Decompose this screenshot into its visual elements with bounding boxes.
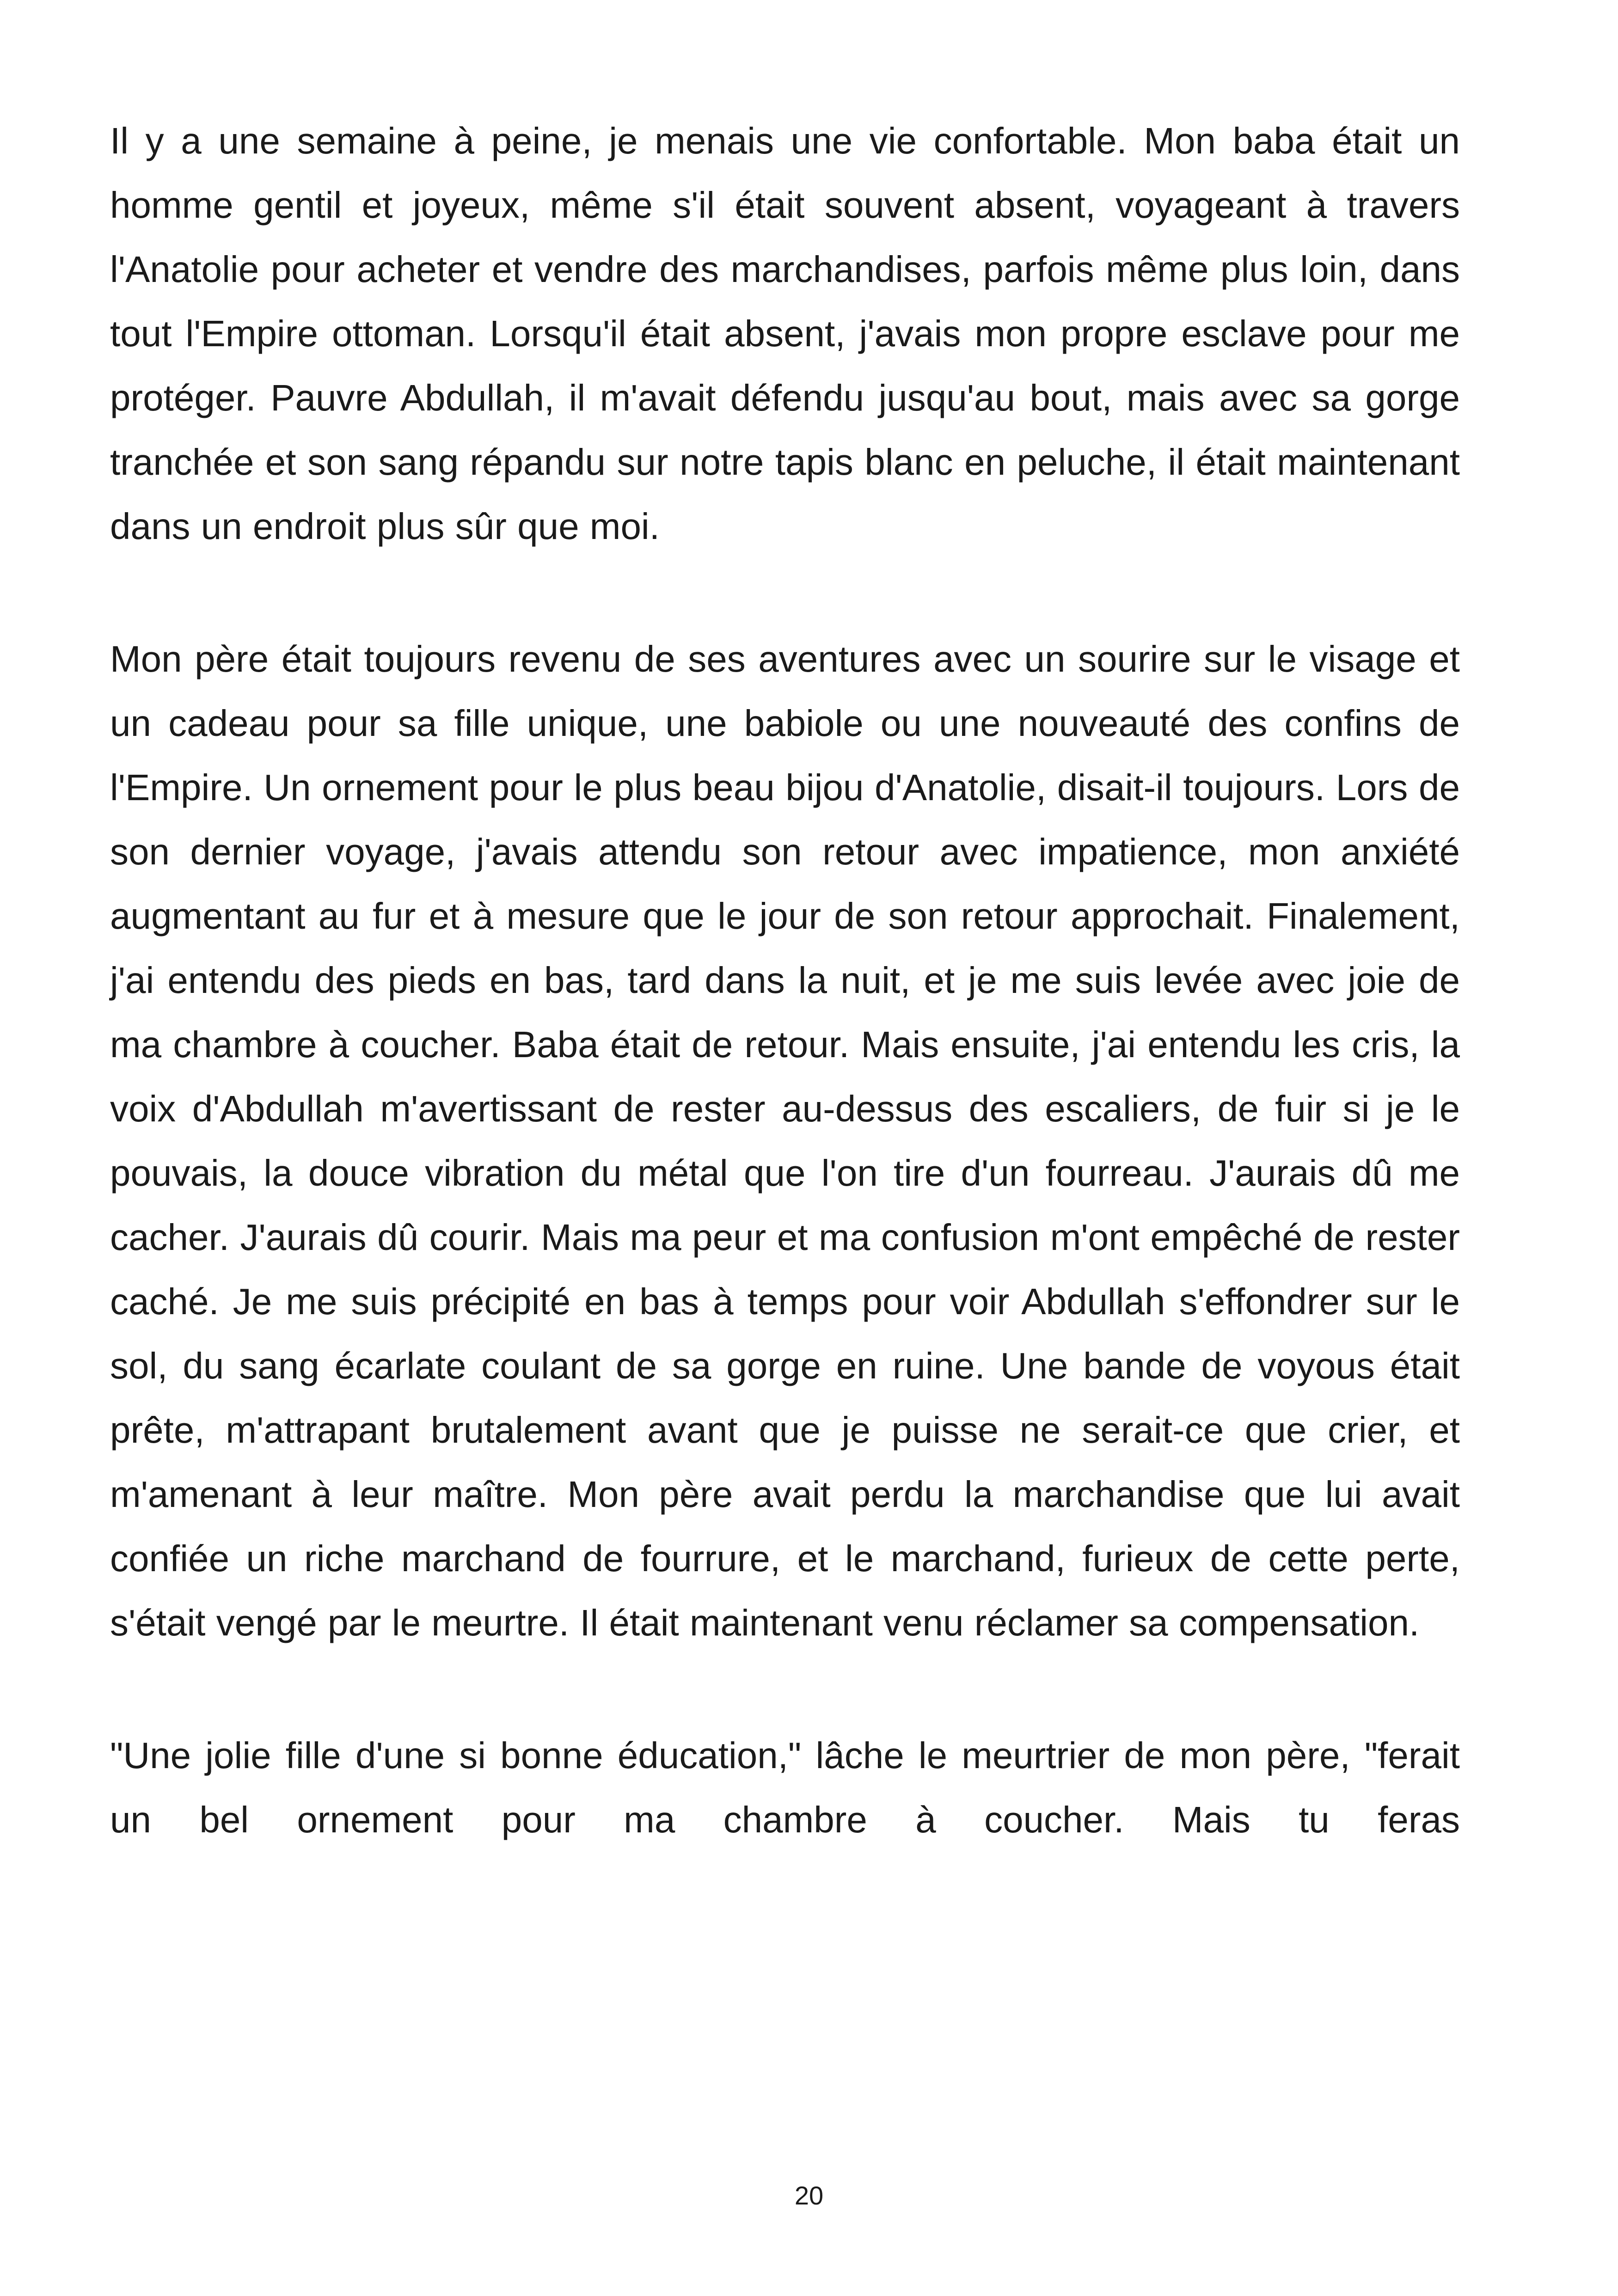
paragraph-3: "Une jolie fille d'une si bonne éducation," lâche le meurtrier de mon père, "ferait un bel ornement pour ma chambre à coucher. Mais tu feras [110,1735,1460,1840]
page-body [110,109,1460,1852]
paragraph-2: Mon père était toujours revenu de ses aventures avec un sourire sur le visage et un cadeau pour sa fille unique, une babiole ou une nouveauté des confins de l'Empire. Un ornement pour le plus beau bijou d'Anatolie, disait-il toujours. Lors de son dernier voyage, j'avais attendu son retour avec impatience, mon anxiété augmentant au fur et à mesure que le jour de son retour approchait. Finalement, j'ai entendu des pieds en bas, tard dans la nuit, et je me suis levée avec joie de ma chambre à coucher. Baba était de retour. Mais ensuite, j'ai entendu les cris, la voix d'Abdullah m'avertissant de rester au-dessus des escaliers, de fuir si je le pouvais, la douce vibration du métal que l'on tire d'un fourreau. J'aurais dû me cacher. J'aurais dû courir. Mais ma peur et ma confusion m'ont empêché de rester caché. Je me suis précipité en bas à temps pour voir Abdullah s'effondrer sur le sol, du sang écarlate coulant de sa gorge en ruine. Une bande de voyous était prête, m'attrapant brutalement avant que je puisse ne serait-ce que crier, et m'amenant à leur maître. Mon père avait perdu la marchandise que lui avait confiée un riche marchand de fourrure, et le marchand, furieux de cette perte, s'était vengé par le meurtre. Il était maintenant venu réclamer sa compensation. [110,638,1460,1643]
page-number: 20 [794,2181,824,2210]
paragraph-1: Il y a une semaine à peine, je menais une vie confortable. Mon baba était un homme gentil et joyeux, même s'il était souvent absent, voyageant à travers l'Anatolie pour acheter et vendre des marchandises, parfois même plus loin, dans tout l'Empire ottoman. Lorsqu'il était absent, j'avais mon propre esclave pour me protéger. Pauvre Abdullah, il m'avait défendu jusqu'au bout, mais avec sa gorge tranchée et son sang répandu sur notre tapis blanc en peluche, il était maintenant dans un endroit plus sûr que moi. [110,120,1460,547]
